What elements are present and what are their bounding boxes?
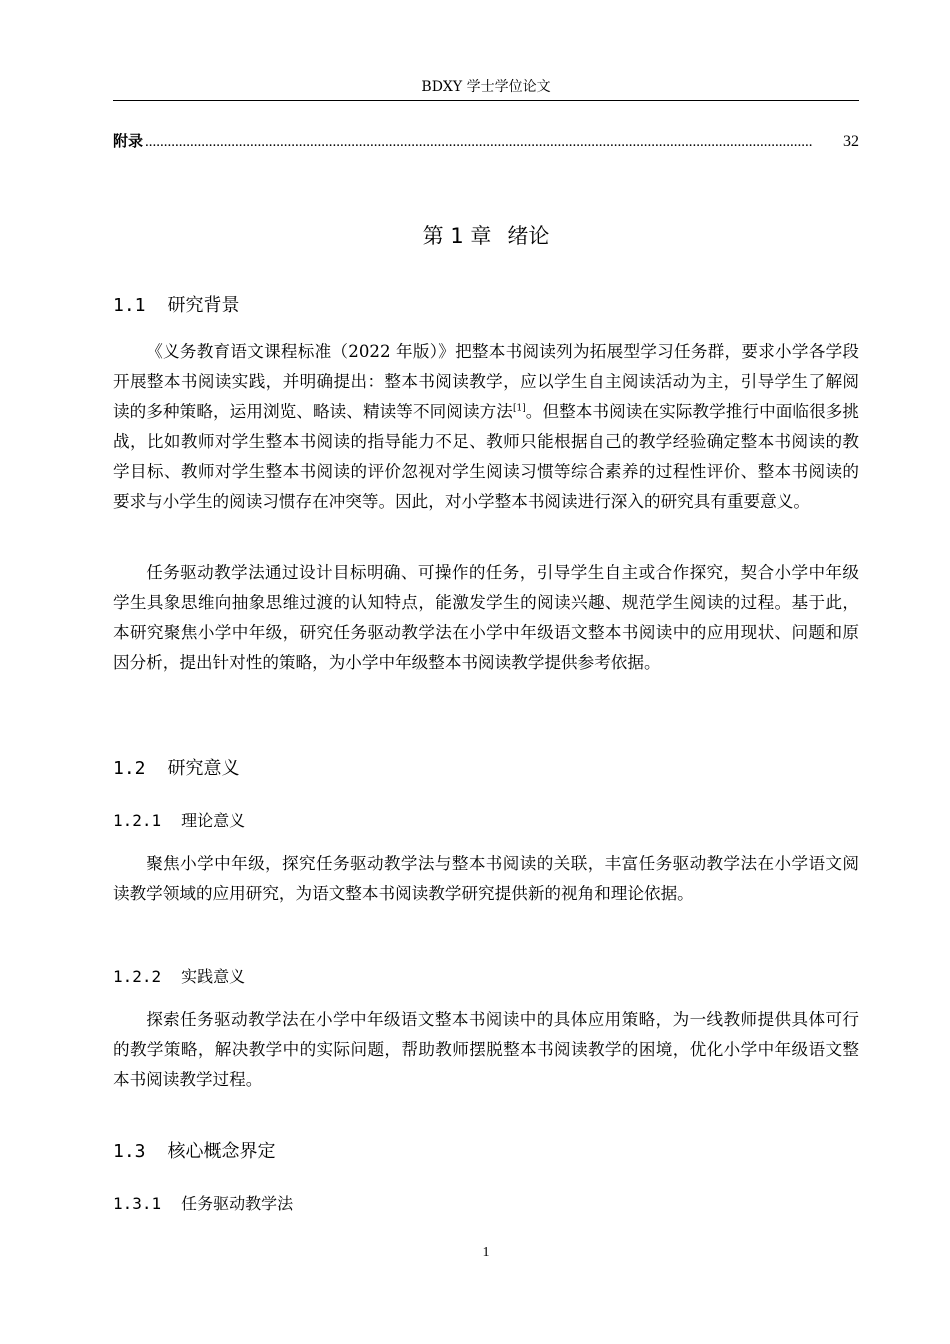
- chapter-title: [113, 222, 859, 250]
- subsection-number: 1.2.1: [113, 811, 162, 830]
- subsection-heading-1-2-1: [113, 810, 245, 832]
- page-number: 1: [482, 1245, 490, 1260]
- toc-entry-appendix[interactable]: [113, 131, 859, 152]
- subsection-number: 1.3.1: [113, 1194, 162, 1213]
- section-title: 研究意义: [167, 758, 240, 779]
- section-number: 1.2: [113, 758, 146, 779]
- paragraph-theoretical: 聚焦小学中年级，探究任务驱动教学法与整本书阅读的关联，丰富任务驱动教学法在小学语文阅读教学领域的应用研究，为语文整本书阅读教学研究提供新的视角和理论依据。: [113, 854, 859, 903]
- subsection-heading-1-3-1: [113, 1193, 293, 1215]
- subsection-title: 任务驱动教学法: [181, 1194, 294, 1213]
- section-number: 1.3: [113, 1141, 146, 1162]
- paragraph-background-2: 任务驱动教学法通过设计目标明确、可操作的任务，引导学生自主或合作探究，契合小学中年级学生具象思维向抽象思维过渡的认知特点，能激发学生的阅读兴趣、规范学生阅读的过程。基于此，本研究聚焦小学中年级，研究任务驱动教学法在小学中年级语文整本书阅读中的应用现状、问题和原因分析，提出针对性的策略，为小学中年级整本书阅读教学提供参考依据。: [113, 563, 859, 672]
- section-title: 研究背景: [167, 295, 240, 316]
- toc-leader: ..................................................................................................................................................................................: [145, 134, 813, 150]
- paragraph-practical: 探索任务驱动教学法在小学中年级语文整本书阅读中的具体应用策略，为一线教师提供具体可行的教学策略，解决教学中的实际问题，帮助教师摆脱整本书阅读教学的困境，优化小学中年级语文整本书阅读教学过程。: [113, 1010, 859, 1089]
- header-rule: [113, 100, 859, 101]
- section-heading-1-2: [113, 757, 240, 781]
- paragraph-background-1: 《义务教育语文课程标准（2022 年版）》把整本书阅读列为拓展型学习任务群，要求小学各学段开展整本书阅读实践，并明确提出：整本书阅读教学，应以学生自主阅读活动为主，引导学生了解阅读的多种策略，运用浏览、略读、精读等不同阅读方法[1]。但整本书阅读在实际教学推行中面临很多挑战，比如教师对学生整本书阅读的指导能力不足、教师只能根据自己的教学经验确定整本书阅读的教学目标、教师对学生整本书阅读的评价忽视对学生阅读习惯等综合素养的过程性评价、整本书阅读的要求与小学生的阅读习惯存在冲突等。因此，对小学整本书阅读进行深入的研究具有重要意义。: [113, 342, 859, 511]
- section-heading-1-3: [113, 1140, 276, 1164]
- chapter-number: 第 1 章: [422, 224, 492, 248]
- section-title: 核心概念界定: [167, 1141, 276, 1162]
- subsection-heading-1-2-2: [113, 966, 245, 988]
- subsection-title: 理论意义: [181, 811, 246, 830]
- subsection-number: 1.2.2: [113, 967, 162, 986]
- subsection-title: 实践意义: [181, 967, 246, 986]
- running-header: BDXY 学士学位论文: [421, 79, 551, 95]
- toc-label: 附录: [113, 132, 144, 150]
- citation-ref[interactable]: [1]: [512, 403, 526, 414]
- section-number: 1.1: [113, 295, 146, 316]
- section-heading-1-1: [113, 294, 240, 318]
- toc-page-number: 32: [843, 133, 859, 150]
- chapter-name: 绪论: [507, 224, 550, 248]
